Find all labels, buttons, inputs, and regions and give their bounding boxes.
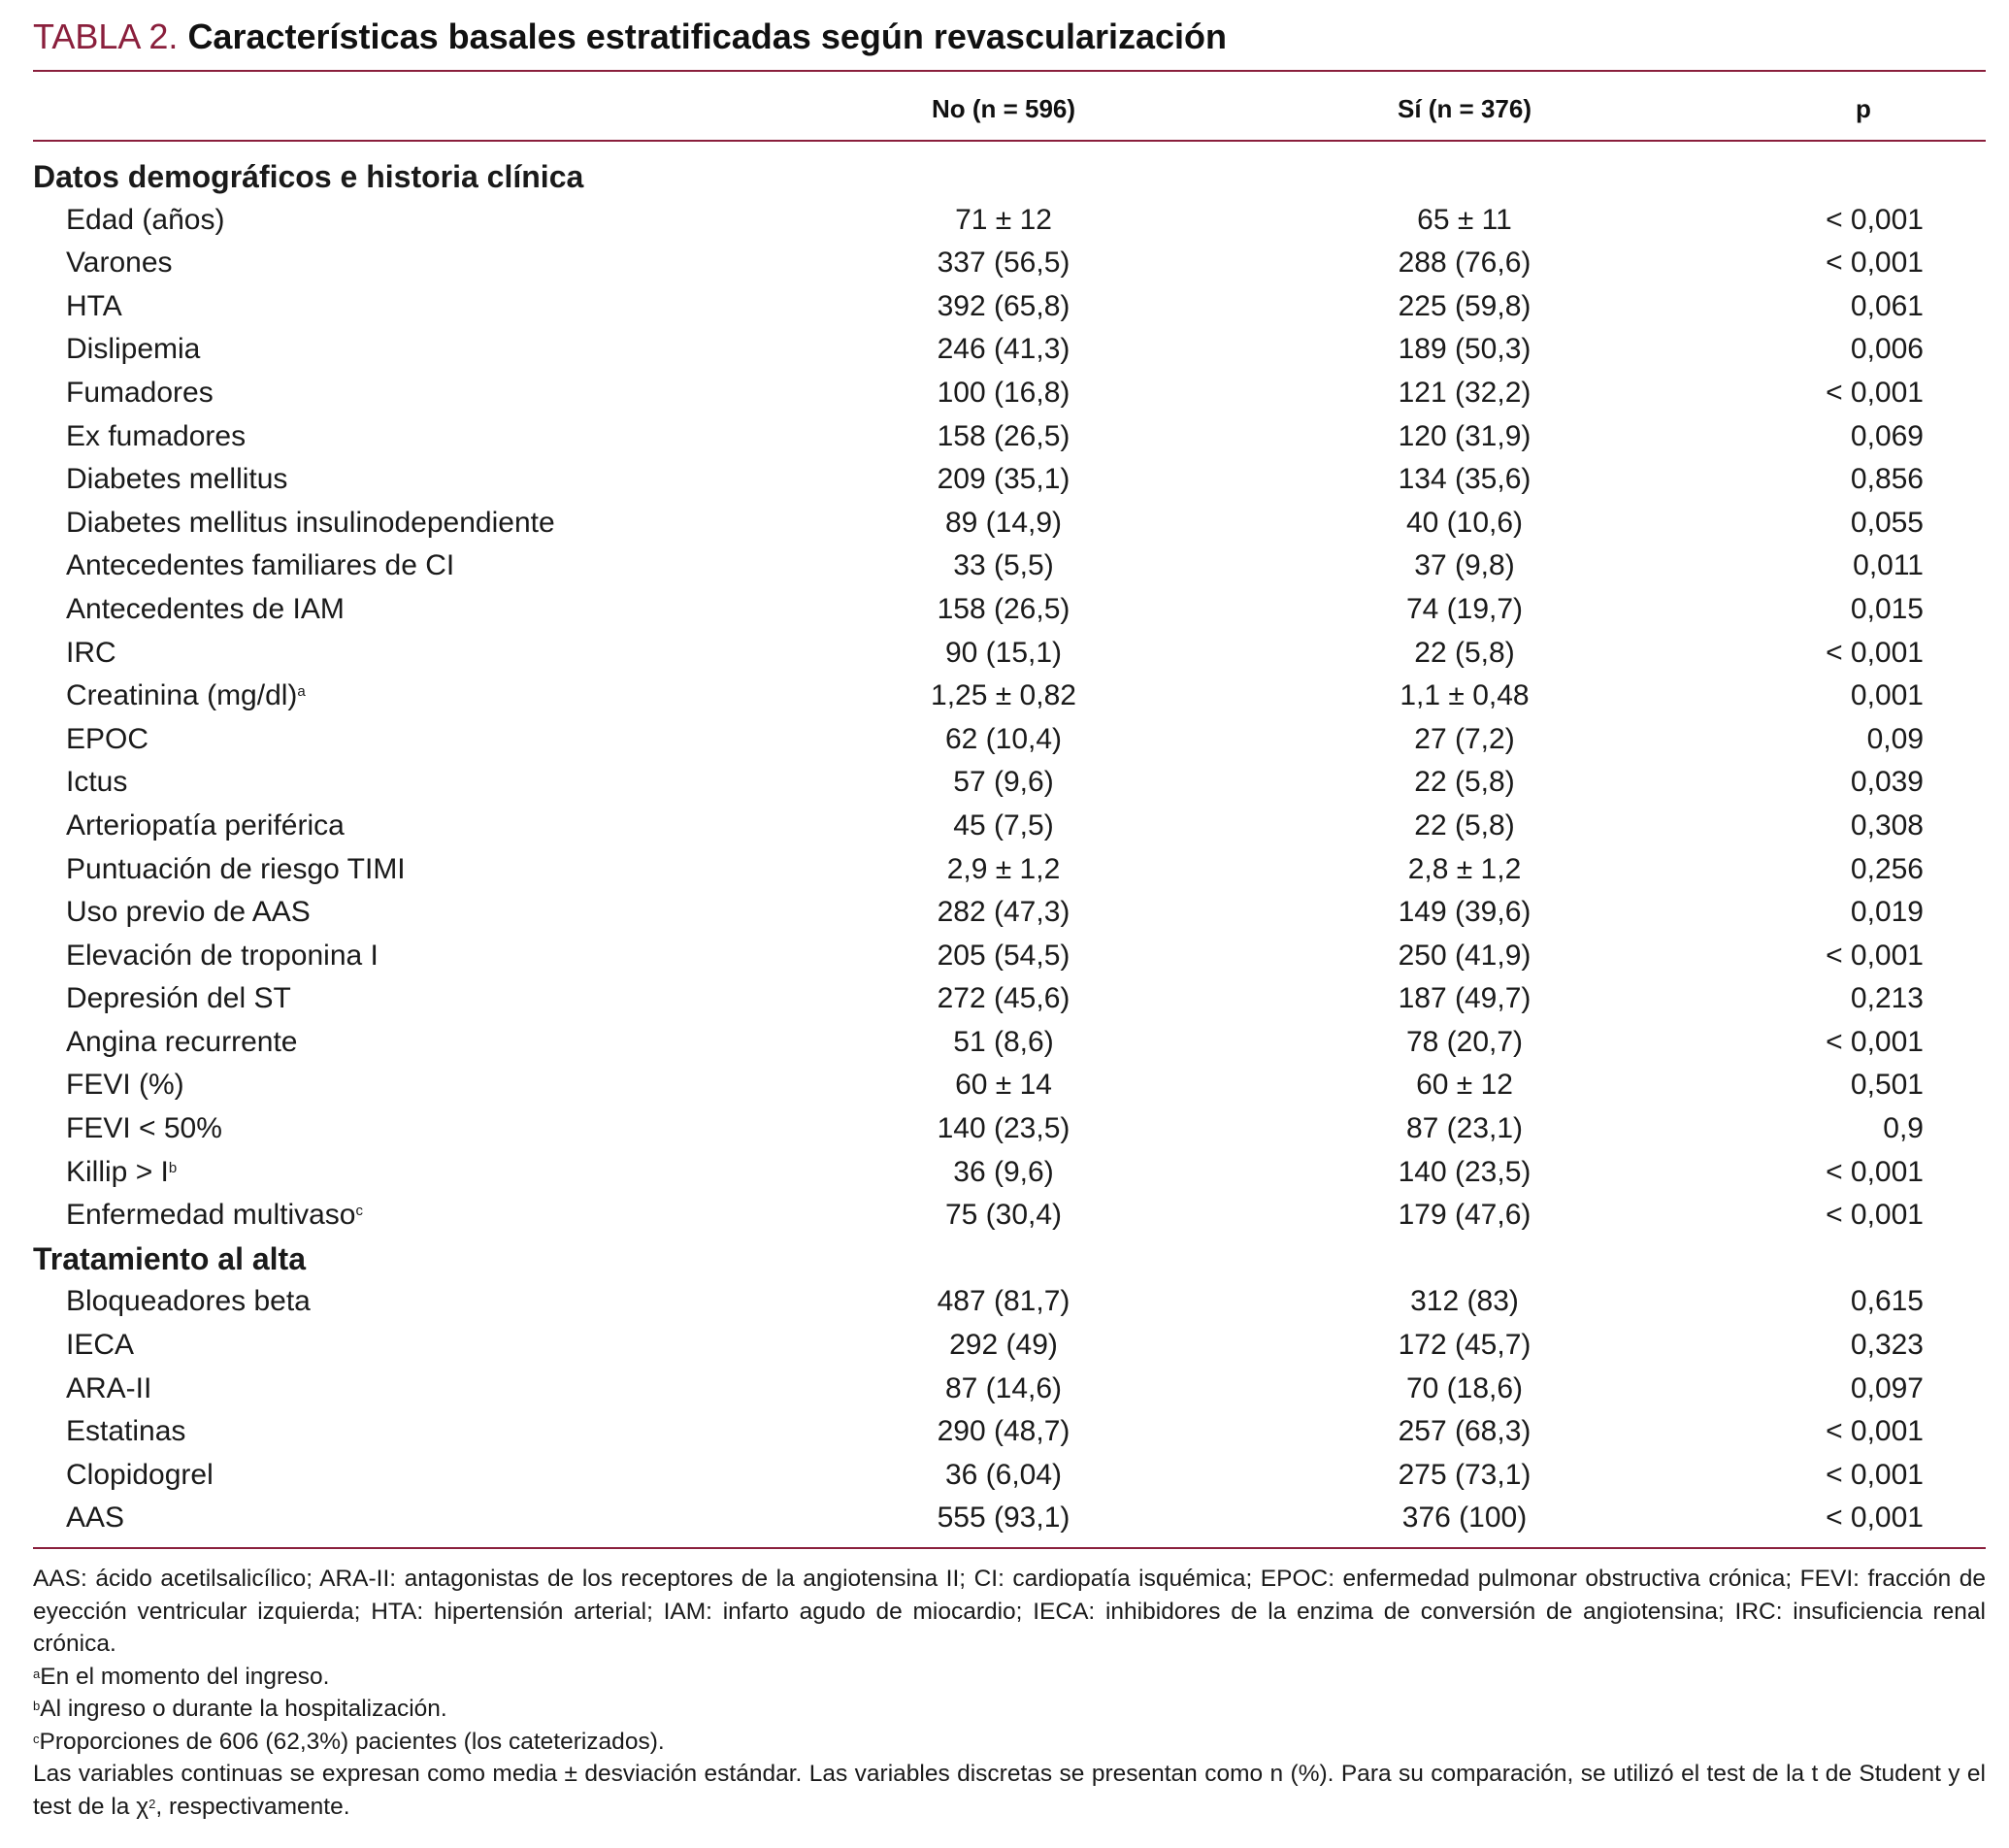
table-row: [33, 632, 1986, 676]
value-si-cell: 37 (9,8): [1414, 549, 1515, 582]
table-row: [33, 1064, 1986, 1107]
row-label-cell: [66, 1280, 311, 1324]
footnote-abbreviations: AAS: ácido acetilsalicílico; ARA-II: antagonistas de los receptores de la angiotensina II; CI: cardiopatía isquémica; EPOC: enfermedad pulmonar obstructiva crónica; FEVI: fracción de eyección ventricular izquierda; HTA: hipertensión arterial; IAM: infarto agudo de miocardio; IECA: inhibidores de la enzima de conversión de angiotensina; IRC: insuficiencia renal crónica.: [33, 1566, 1986, 1657]
row-label: Uso previo de AAS: [66, 896, 311, 929]
row-label: Fumadores: [66, 376, 214, 409]
value-no-cell: 60 ± 14: [955, 1069, 1052, 1102]
footnote-mark: b: [33, 1699, 41, 1713]
header-rule: [33, 140, 1986, 142]
value-si-cell: 78 (20,7): [1405, 1025, 1524, 1058]
value-si-cell: 70 (18,6): [1405, 1371, 1524, 1404]
row-label: Enfermedad multivaso: [66, 1199, 356, 1232]
value-no-cell: 292 (49): [949, 1329, 1058, 1362]
table-row: [33, 1021, 1986, 1065]
p-value-cell: 0,039: [1850, 766, 1924, 799]
table-row: [33, 242, 1986, 285]
column-header-p: p: [1856, 94, 1871, 123]
table-row: [33, 1151, 1986, 1195]
value-no-cell: 36 (9,6): [953, 1155, 1054, 1188]
value-no-cell: 392 (65,8): [937, 289, 1070, 322]
value-si-cell: 250 (41,9): [1398, 939, 1531, 972]
row-label-cell: [66, 285, 122, 329]
section-heading-row: [33, 155, 1986, 199]
value-si-cell: 1,1 ± 0,48: [1400, 679, 1530, 712]
row-label: Elevación de troponina I: [66, 939, 379, 972]
value-si-cell: 120 (31,9): [1398, 419, 1531, 452]
p-value-cell: 0,019: [1850, 896, 1924, 929]
value-no-cell: 282 (47,3): [937, 896, 1070, 929]
p-value-cell: 0,256: [1850, 852, 1924, 885]
row-label: Depresión del ST: [66, 982, 291, 1015]
value-no-cell: 158 (26,5): [937, 419, 1070, 452]
row-label: Ex fumadores: [66, 419, 247, 452]
row-label: Diabetes mellitus insulinodependiente: [66, 506, 555, 539]
value-si-cell: 65 ± 11: [1417, 203, 1512, 236]
row-label: Dislipemia: [66, 333, 201, 366]
footnote-a: [33, 1661, 1986, 1694]
value-no-cell: 87 (14,6): [944, 1371, 1063, 1404]
p-value-cell: 0,001: [1850, 679, 1924, 712]
table-row: [33, 1194, 1986, 1238]
row-label-cell: [66, 1107, 222, 1151]
row-label: IRC: [66, 636, 116, 669]
p-value-cell: 0,015: [1850, 592, 1924, 625]
footnote-text: Proporciones de 606 (62,3%) pacientes (los cateterizados).: [39, 1728, 665, 1755]
table-footnotes: [33, 1563, 1986, 1823]
value-no-cell: 487 (81,7): [937, 1285, 1070, 1318]
footnote-mark: c: [33, 1731, 40, 1746]
value-si-cell: 40 (10,6): [1405, 506, 1524, 539]
table-row: [33, 761, 1986, 805]
value-no-cell: 62 (10,4): [944, 722, 1063, 755]
footnote-statistics: [33, 1758, 1986, 1823]
row-label: EPOC: [66, 722, 149, 755]
section-heading: Datos demográficos e historia clínica: [33, 159, 584, 194]
table-row: [33, 544, 1986, 588]
row-label-cell: [66, 458, 287, 502]
table-row: [33, 372, 1986, 415]
value-si-cell: 87 (23,1): [1405, 1112, 1524, 1145]
value-no-cell: 100 (16,8): [937, 376, 1070, 409]
row-label-cell: [66, 1368, 151, 1411]
row-label: Clopidogrel: [66, 1458, 214, 1491]
row-label: Antecedentes familiares de CI: [66, 549, 455, 582]
value-si-cell: 179 (47,6): [1398, 1199, 1531, 1232]
table-row: [33, 935, 1986, 978]
value-no-cell: 1,25 ± 0,82: [931, 679, 1076, 712]
p-value-cell: 0,061: [1850, 289, 1924, 322]
p-value-cell: < 0,001: [1826, 1025, 1924, 1058]
value-si-cell: 60 ± 12: [1416, 1069, 1513, 1102]
p-value-cell: < 0,001: [1826, 1458, 1924, 1491]
footnote-text: Al ingreso o durante la hospitalización.: [40, 1696, 447, 1722]
footnote-mark: b: [168, 1159, 178, 1176]
value-no-cell: 158 (26,5): [937, 592, 1070, 625]
value-no-cell: 33 (5,5): [953, 549, 1054, 582]
row-label-cell: [66, 1021, 297, 1065]
p-value-cell: 0,097: [1850, 1371, 1924, 1404]
row-label-cell: [66, 632, 116, 676]
row-label-cell: [66, 1324, 134, 1368]
value-no-cell: 2,9 ± 1,2: [946, 852, 1061, 885]
p-value-cell: 0,323: [1850, 1329, 1924, 1362]
p-value-cell: 0,9: [1883, 1112, 1924, 1145]
row-label-cell: [66, 199, 224, 243]
row-label: Ictus: [66, 766, 128, 799]
table-row: [33, 1410, 1986, 1454]
table-row: [33, 1497, 1986, 1540]
row-label-cell: [66, 328, 200, 372]
row-label-cell: [66, 891, 311, 935]
row-label: Puntuación de riesgo TIMI: [66, 852, 406, 885]
p-value-cell: < 0,001: [1826, 247, 1924, 280]
row-label: HTA: [66, 289, 122, 322]
value-no-cell: 71 ± 12: [955, 203, 1052, 236]
footnote-stats-end: , respectivamente.: [155, 1793, 350, 1820]
value-no-cell: 246 (41,3): [937, 333, 1070, 366]
p-value-cell: 0,055: [1850, 506, 1924, 539]
row-label-cell: [66, 935, 379, 978]
footnote-stats-text: Las variables continuas se expresan como media ± desviación estándar. Las variables discretas se presentan como n (%). Para su comparación, se utilizó el test de la t de Student y el test de la χ: [33, 1761, 1986, 1820]
value-si-cell: 312 (83): [1410, 1285, 1519, 1318]
value-si-cell: 149 (39,6): [1398, 896, 1531, 929]
value-no-cell: 75 (30,4): [944, 1199, 1063, 1232]
table-row: [33, 1324, 1986, 1368]
table-title: [33, 14, 1227, 60]
p-value-cell: < 0,001: [1826, 376, 1924, 409]
top-rule: [33, 70, 1986, 72]
p-value-cell: < 0,001: [1826, 1155, 1924, 1188]
footnote-mark: a: [297, 683, 306, 701]
row-label-cell: [66, 588, 345, 632]
value-si-cell: 134 (35,6): [1398, 463, 1531, 496]
table-row: [33, 502, 1986, 545]
value-si-cell: 22 (5,8): [1414, 636, 1515, 669]
value-si-cell: 74 (19,7): [1405, 592, 1524, 625]
column-header-si: Sí (n = 376): [1398, 94, 1531, 123]
row-label: Arteriopatía periférica: [66, 808, 345, 842]
table-row: [33, 415, 1986, 459]
value-si-cell: 225 (59,8): [1398, 289, 1531, 322]
value-no-cell: 57 (9,6): [953, 766, 1054, 799]
table-row: [33, 199, 1986, 243]
value-no-cell: 337 (56,5): [937, 247, 1070, 280]
value-si-cell: 257 (68,3): [1398, 1415, 1531, 1448]
table-row: [33, 1368, 1986, 1411]
value-si-cell: 2,8 ± 1,2: [1407, 852, 1522, 885]
row-label-cell: [66, 848, 406, 892]
value-no-cell: 51 (8,6): [953, 1025, 1054, 1058]
footnote-mark: a: [33, 1666, 41, 1681]
table-number: TABLA 2.: [33, 16, 179, 56]
p-value-cell: 0,213: [1850, 982, 1924, 1015]
row-label: Varones: [66, 247, 173, 280]
table-caption: Características basales estratificadas según revascularización: [187, 16, 1228, 56]
p-value-cell: < 0,001: [1826, 636, 1924, 669]
row-label: Killip > I: [66, 1155, 169, 1188]
value-si-cell: 140 (23,5): [1398, 1155, 1531, 1188]
value-si-cell: 27 (7,2): [1414, 722, 1515, 755]
value-si-cell: 288 (76,6): [1398, 247, 1531, 280]
value-no-cell: 555 (93,1): [937, 1502, 1070, 1534]
row-label-cell: [66, 977, 291, 1021]
footnote-c: [33, 1726, 1986, 1759]
footnote-text: En el momento del ingreso.: [40, 1663, 330, 1690]
value-no-cell: 140 (23,5): [937, 1112, 1070, 1145]
row-label: ARA-II: [66, 1371, 152, 1404]
value-no-cell: 45 (7,5): [953, 808, 1054, 842]
value-si-cell: 172 (45,7): [1398, 1329, 1531, 1362]
table-row: [33, 805, 1986, 848]
table-row: [33, 588, 1986, 632]
p-value-cell: < 0,001: [1826, 1415, 1924, 1448]
row-label-cell: [66, 242, 173, 285]
row-label-cell: [66, 1064, 184, 1107]
section-heading: Tratamiento al alta: [33, 1240, 306, 1276]
row-label-cell: [66, 502, 555, 545]
row-label-cell: [66, 805, 345, 848]
table-row: [33, 977, 1986, 1021]
data-table: [33, 155, 1986, 1540]
row-label-cell: [66, 1497, 124, 1540]
row-label-cell: [66, 718, 148, 762]
table-row: [33, 675, 1986, 718]
value-si-cell: 187 (49,7): [1398, 982, 1531, 1015]
row-label: Creatinina (mg/dl): [66, 679, 298, 712]
bottom-rule: [33, 1547, 1986, 1549]
p-value-cell: 0,308: [1850, 808, 1924, 842]
p-value-cell: < 0,001: [1826, 939, 1924, 972]
row-label: Diabetes mellitus: [66, 463, 288, 496]
value-si-cell: 22 (5,8): [1414, 766, 1515, 799]
row-label: FEVI < 50%: [66, 1112, 222, 1145]
table-row: [33, 1454, 1986, 1498]
row-label-cell: [66, 1151, 177, 1195]
value-si-cell: 121 (32,2): [1398, 376, 1531, 409]
p-value-cell: 0,09: [1866, 722, 1924, 755]
row-label-cell: [66, 1454, 214, 1498]
chi-square-exponent: 2: [148, 1796, 156, 1811]
p-value-cell: < 0,001: [1826, 203, 1924, 236]
row-label: FEVI (%): [66, 1069, 184, 1102]
value-no-cell: 36 (6,04): [944, 1458, 1063, 1491]
row-label-cell: [66, 544, 454, 588]
p-value-cell: 0,011: [1853, 549, 1924, 582]
row-label: Estatinas: [66, 1415, 186, 1448]
p-value-cell: 0,856: [1850, 463, 1924, 496]
row-label-cell: [66, 372, 214, 415]
row-label: Antecedentes de IAM: [66, 592, 345, 625]
table-row: [33, 285, 1986, 329]
value-no-cell: 290 (48,7): [937, 1415, 1070, 1448]
table-row: [33, 1107, 1986, 1151]
footnote-mark: c: [355, 1203, 363, 1220]
p-value-cell: < 0,001: [1826, 1502, 1924, 1534]
p-value-cell: 0,501: [1850, 1069, 1924, 1102]
value-no-cell: 205 (54,5): [937, 939, 1070, 972]
row-label-cell: [66, 1410, 185, 1454]
value-si-cell: 376 (100): [1401, 1502, 1528, 1534]
section-heading-row: [33, 1238, 1986, 1281]
value-si-cell: 189 (50,3): [1398, 333, 1531, 366]
table-row: [33, 328, 1986, 372]
value-no-cell: 89 (14,9): [944, 506, 1063, 539]
value-no-cell: 209 (35,1): [937, 463, 1070, 496]
p-value-cell: 0,006: [1850, 333, 1924, 366]
row-label-cell: [66, 675, 306, 718]
row-label-cell: [66, 761, 127, 805]
value-si-cell: 275 (73,1): [1398, 1458, 1531, 1491]
p-value-cell: < 0,001: [1826, 1199, 1924, 1232]
footnote-b: [33, 1693, 1986, 1726]
p-value-cell: 0,615: [1850, 1285, 1924, 1318]
column-header-no: No (n = 596): [931, 94, 1076, 123]
table-row: [33, 718, 1986, 762]
row-label-cell: [66, 415, 246, 459]
row-label: Edad (años): [66, 203, 225, 236]
table-row: [33, 458, 1986, 502]
table-row: [33, 848, 1986, 892]
row-label: IECA: [66, 1329, 135, 1362]
value-si-cell: 22 (5,8): [1414, 808, 1515, 842]
row-label: Angina recurrente: [66, 1025, 298, 1058]
row-label-cell: [66, 1194, 363, 1238]
row-label: Bloqueadores beta: [66, 1285, 311, 1318]
p-value-cell: 0,069: [1850, 419, 1924, 452]
value-no-cell: 272 (45,6): [937, 982, 1070, 1015]
row-label: AAS: [66, 1502, 125, 1534]
value-no-cell: 90 (15,1): [944, 636, 1063, 669]
table-row: [33, 1280, 1986, 1324]
table-row: [33, 891, 1986, 935]
